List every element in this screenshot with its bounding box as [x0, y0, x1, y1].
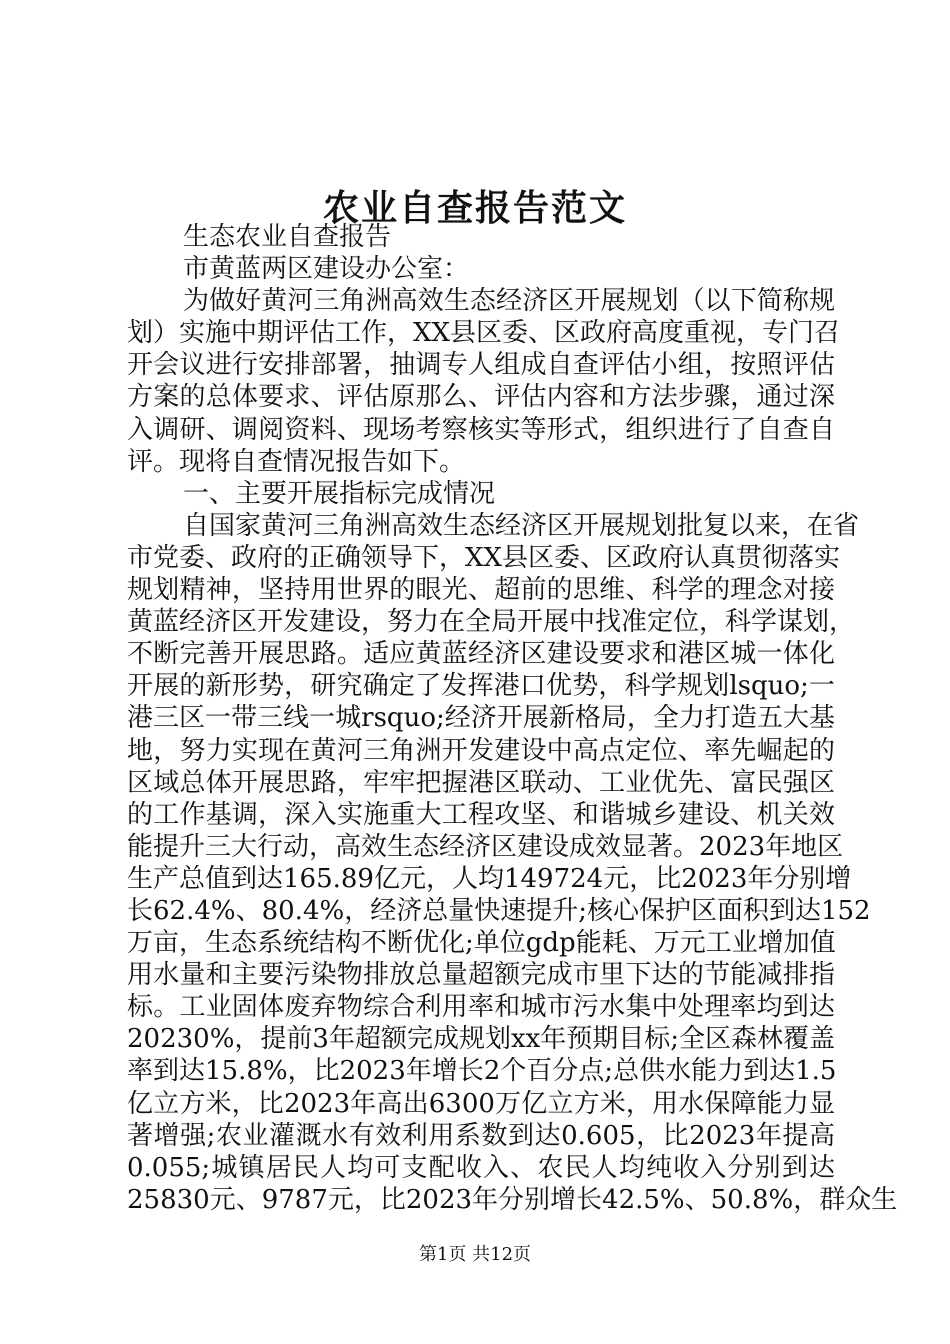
document-body: [127, 221, 898, 1216]
paragraph-line: 标。工业固体废弃物综合利用率和城市污水集中处理率均到达: [127, 992, 835, 1023]
paragraph-line: 0.055;城镇居民人均可支配收入、农民人均纯收入分别到达: [127, 1152, 835, 1183]
paragraph-line: 方案的总体要求、评估原那么、评估内容和方法步骤，通过深: [127, 382, 835, 413]
paragraph-line: 规划精神，坚持用世界的眼光、超前的思维、科学的理念对接: [127, 575, 835, 606]
paragraph-line: 能提升三大行动，高效生态经济区建设成效显著。2023年地区: [127, 831, 844, 862]
paragraph-line: 万亩，生态系统结构不断优化;单位gdp能耗、万元工业增加值: [127, 928, 836, 959]
paragraph-line: 区域总体开展思路，牢牢把握港区联动、工业优先、富民强区: [127, 767, 835, 798]
paragraph-line: 的工作基调，深入实施重大工程攻坚、和谐城乡建设、机关效: [127, 799, 835, 830]
paragraph-line: 评。现将自查情况报告如下。: [127, 446, 466, 477]
paragraph-line: 用水量和主要污染物排放总量超额完成市里下达的节能减排指: [127, 960, 835, 991]
paragraph-line: 自国家黄河三角洲高效生态经济区开展规划批复以来，在省: [183, 510, 860, 541]
document-title: 农业自查报告范文: [322, 187, 627, 229]
paragraph-line: 25830元、9787元，比2023年分别增长42.5%、50.8%，群众生: [127, 1184, 898, 1215]
paragraph-line: 率到达15.8%，比2023年增长2个百分点;总供水能力到达1.5: [127, 1056, 837, 1087]
paragraph-line: 市党委、政府的正确领导下，XX县区委、区政府认真贯彻落实: [127, 542, 841, 573]
paragraph-line: 开展的新形势，研究确定了发挥港口优势，科学规划lsquo;一: [127, 671, 835, 702]
paragraph-line: 开会议进行安排部署，抽调专人组成自查评估小组，按照评估: [127, 350, 835, 381]
paragraph-line: 为做好黄河三角洲高效生态经济区开展规划（以下简称规: [183, 286, 835, 317]
paragraph-line: 黄蓝经济区开发建设，努力在全局开展中找准定位，科学谋划，: [127, 607, 856, 638]
paragraph-line: 亿立方米，比2023年高出6300万亿立方米，用水保障能力显: [127, 1088, 835, 1119]
paragraph-line: 入调研、调阅资料、现场考察核实等形式，组织进行了自查自: [127, 414, 835, 445]
paragraph-line: 不断完善开展思路。适应黄蓝经济区建设要求和港区城一体化: [127, 639, 835, 670]
paragraph-line: 划）实施中期评估工作，XX县区委、区政府高度重视，专门召: [127, 318, 841, 349]
page-footer: 第1页 共12页: [418, 1244, 532, 1265]
paragraph-line: 市黄蓝两区建设办公室：: [183, 254, 470, 285]
paragraph-line: 一、主要开展指标完成情况: [183, 478, 496, 509]
paragraph-line: 20230%，提前3年超额完成规划xx年预期目标;全区森林覆盖: [127, 1024, 836, 1055]
paragraph-line: 著增强;农业灌溉水有效利用系数到达0.605，比2023年提高: [127, 1120, 835, 1151]
paragraph-line: 长62.4%、80.4%，经济总量快速提升;核心保护区面积到达152: [127, 895, 871, 926]
paragraph-line: 港三区一带三线一城rsquo;经济开展新格局，全力打造五大基: [127, 703, 835, 734]
paragraph-line: 生产总值到达165.89亿元，人均149724元，比2023年分别增: [127, 863, 852, 894]
paragraph-line: 地，努力实现在黄河三角洲开发建设中高点定位、率先崛起的: [127, 735, 835, 766]
paragraph-line: 生态农业自查报告: [183, 222, 392, 252]
